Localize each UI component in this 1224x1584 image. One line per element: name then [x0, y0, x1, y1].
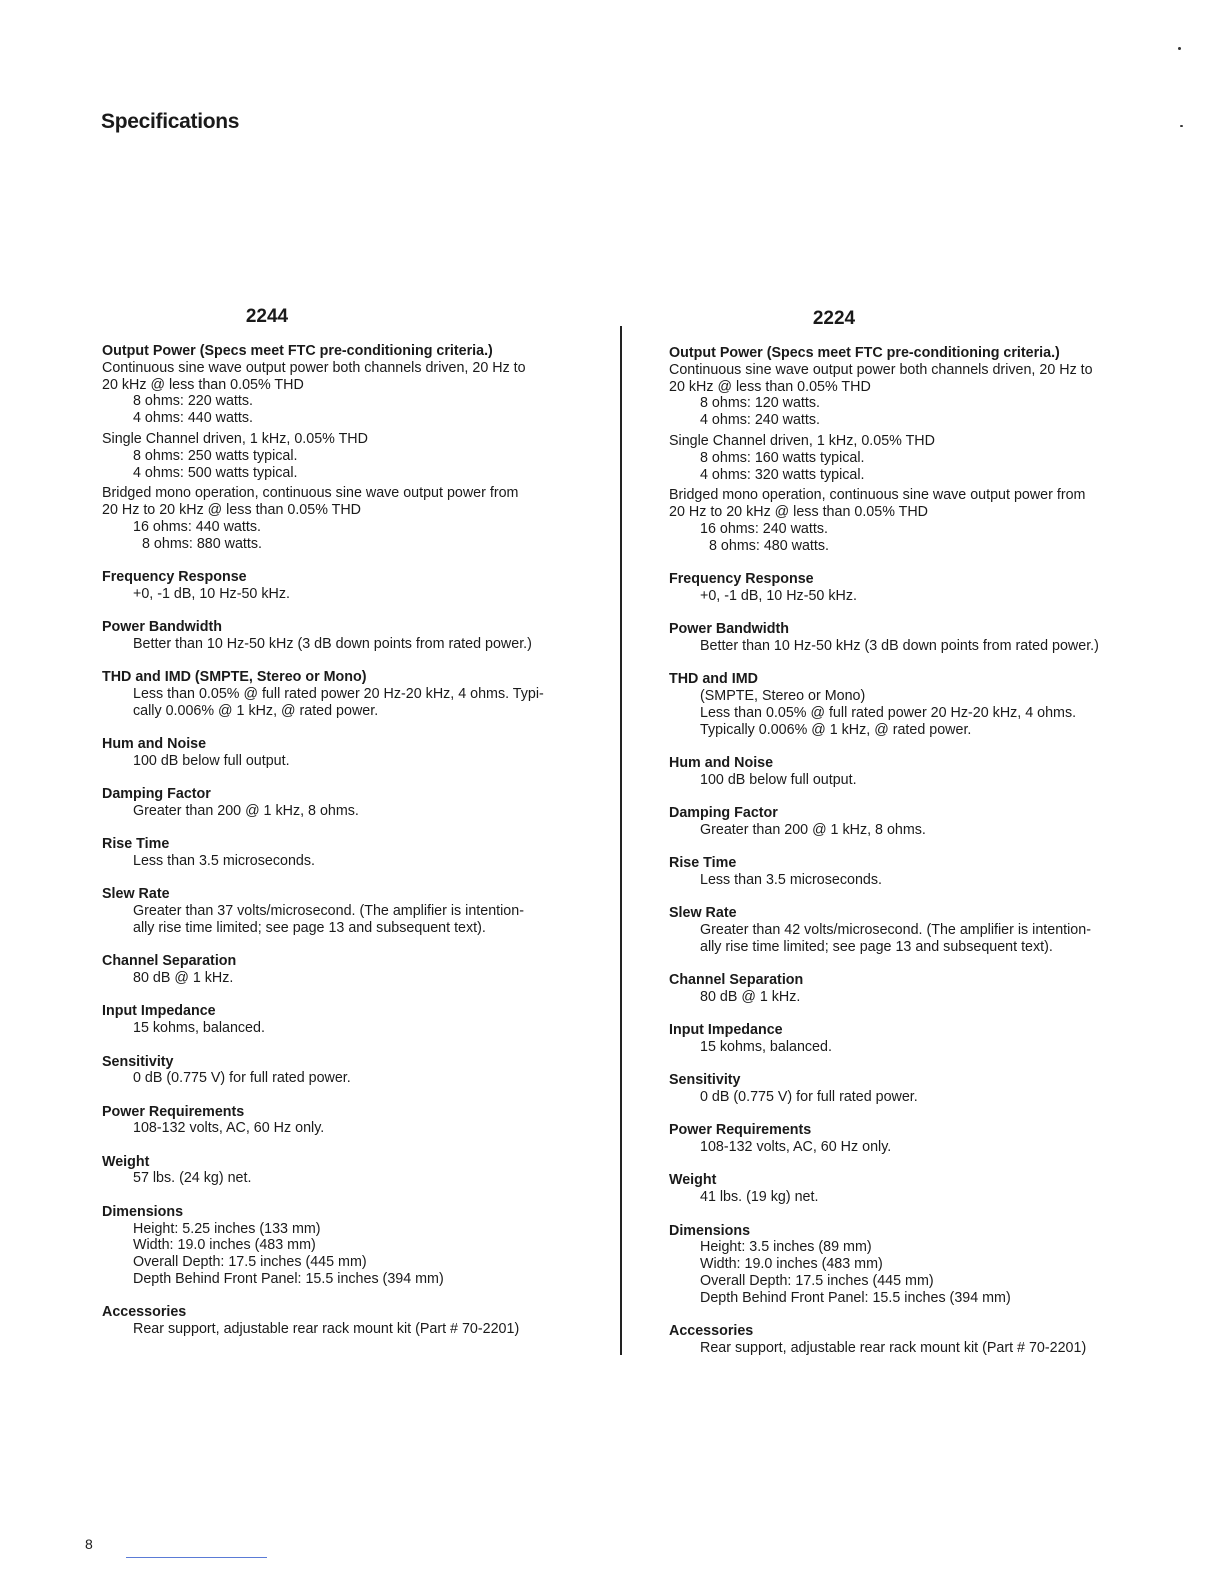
spec-section [102, 669, 602, 719]
spec-heading: Frequency Response [669, 571, 814, 588]
spec-column-2224 [669, 308, 1169, 1373]
spec-paragraph [669, 1089, 1169, 1106]
spec-list [102, 343, 602, 1338]
footer-rule [126, 1557, 267, 1558]
spec-line: +0, -1 dB, 10 Hz-50 kHz. [700, 587, 857, 604]
spec-heading: Frequency Response [102, 569, 247, 586]
spec-line: cally 0.006% @ 1 kHz, @ rated power. [133, 702, 379, 719]
page-number: 8 [85, 1536, 93, 1552]
spec-line: Single Channel driven, 1 kHz, 0.05% THD [102, 430, 368, 447]
spec-paragraph [669, 922, 1169, 956]
spec-section [669, 1072, 1169, 1106]
spec-section [102, 953, 602, 987]
spec-paragraph [669, 1039, 1169, 1056]
spec-paragraph [669, 362, 1169, 429]
spec-paragraph [102, 686, 602, 720]
spec-section [102, 1204, 602, 1288]
spec-line: Rear support, adjustable rear rack mount kit (Part # 70-2201) [133, 1321, 520, 1338]
spec-line: 57 lbs. (24 kg) net. [133, 1170, 252, 1187]
spec-paragraph [102, 853, 602, 870]
spec-paragraph [669, 588, 1169, 605]
spec-line: 8 ohms: 220 watts. [133, 393, 253, 410]
spec-section [669, 345, 1169, 555]
spec-line: Overall Depth: 17.5 inches (445 mm) [133, 1254, 367, 1271]
spec-line: Greater than 42 volts/microsecond. (The amplifier is intention- [700, 922, 1091, 939]
spec-section [102, 786, 602, 820]
spec-line: 8 ohms: 880 watts. [142, 535, 262, 552]
spec-line: Less than 0.05% @ full rated power 20 Hz-20 kHz, 4 ohms. Typi- [133, 686, 544, 703]
spec-line: 8 ohms: 250 watts typical. [133, 447, 298, 464]
spec-section [669, 621, 1169, 655]
spec-section [102, 343, 602, 553]
spec-line: Greater than 200 @ 1 kHz, 8 ohms. [133, 803, 359, 820]
spec-section [102, 569, 602, 603]
spec-line: 80 dB @ 1 kHz. [133, 970, 234, 987]
spec-list [669, 345, 1169, 1357]
spec-heading: THD and IMD [669, 671, 758, 688]
spec-heading: Accessories [102, 1304, 187, 1321]
spec-line: 15 kohms, balanced. [133, 1020, 265, 1037]
spec-heading: THD and IMD (SMPTE, Stereo or Mono) [102, 669, 367, 686]
spec-line: 8 ohms: 120 watts. [700, 395, 820, 412]
model-title: 2224 [812, 308, 856, 329]
spec-heading: Power Requirements [669, 1122, 812, 1139]
spec-line: Better than 10 Hz-50 kHz (3 dB down points from rated power.) [133, 635, 532, 652]
spec-section [669, 571, 1169, 605]
spec-line: 4 ohms: 500 watts typical. [133, 464, 298, 481]
spec-paragraph [669, 1189, 1169, 1206]
spec-heading: Hum and Noise [102, 736, 207, 753]
spec-line: Bridged mono operation, continuous sine wave output power from [669, 487, 1086, 504]
spec-paragraph [102, 636, 602, 653]
spec-section [669, 755, 1169, 789]
spec-heading: Channel Separation [669, 972, 804, 989]
spec-line: Height: 3.5 inches (89 mm) [700, 1239, 872, 1256]
spec-line: Width: 19.0 inches (483 mm) [700, 1256, 883, 1273]
spec-heading: Input Impedance [102, 1003, 216, 1020]
spec-paragraph [102, 803, 602, 820]
spec-line: Rear support, adjustable rear rack mount kit (Part # 70-2201) [700, 1339, 1087, 1356]
spec-heading: Sensitivity [669, 1072, 741, 1089]
spec-section [102, 886, 602, 936]
spec-line: 80 dB @ 1 kHz. [700, 988, 801, 1005]
spec-paragraph [669, 872, 1169, 889]
spec-line: Less than 3.5 microseconds. [133, 853, 315, 870]
spec-line: 16 ohms: 240 watts. [700, 520, 828, 537]
spec-section [669, 1022, 1169, 1056]
spec-heading: Weight [102, 1153, 150, 1170]
spec-line: 4 ohms: 440 watts. [133, 410, 253, 427]
spec-line: ally rise time limited; see page 13 and subsequent text). [700, 938, 1053, 955]
spec-line: Less than 3.5 microseconds. [700, 871, 882, 888]
spec-paragraph [102, 970, 602, 987]
spec-line: 8 ohms: 480 watts. [709, 537, 829, 554]
spec-section [669, 1122, 1169, 1156]
spec-section [102, 836, 602, 870]
spec-line: ally rise time limited; see page 13 and subsequent text). [133, 920, 486, 937]
spec-line: 100 dB below full output. [133, 752, 290, 769]
spec-line: 8 ohms: 160 watts typical. [700, 449, 865, 466]
spec-line: 0 dB (0.775 V) for full rated power. [700, 1089, 918, 1106]
spec-heading: Damping Factor [669, 805, 778, 822]
spec-paragraph [669, 688, 1169, 738]
column-divider [620, 326, 622, 1355]
spec-line: Single Channel driven, 1 kHz, 0.05% THD [669, 432, 935, 449]
spec-line: Typically 0.006% @ 1 kHz, @ rated power. [700, 721, 972, 738]
spec-paragraph [669, 1340, 1169, 1357]
spec-paragraph [102, 903, 602, 937]
spec-heading: Output Power (Specs meet FTC pre-conditioning criteria.) [669, 345, 1060, 361]
spec-paragraph [669, 822, 1169, 839]
spec-section [669, 905, 1169, 955]
spec-paragraph [669, 772, 1169, 789]
spec-section [669, 855, 1169, 889]
spec-heading: Channel Separation [102, 953, 237, 970]
scan-speck [1180, 125, 1183, 127]
spec-section [669, 972, 1169, 1006]
spec-paragraph [102, 1120, 602, 1137]
spec-heading: Dimensions [669, 1222, 751, 1239]
spec-section [669, 1172, 1169, 1206]
spec-line: Better than 10 Hz-50 kHz (3 dB down points from rated power.) [700, 637, 1099, 654]
spec-line: (SMPTE, Stereo or Mono) [700, 688, 866, 705]
spec-paragraph [102, 1221, 602, 1288]
spec-section [669, 805, 1169, 839]
spec-paragraph [102, 1070, 602, 1087]
spec-paragraph [669, 433, 1169, 483]
spec-paragraph [669, 638, 1169, 655]
spec-section [669, 671, 1169, 738]
spec-line: 41 lbs. (19 kg) net. [700, 1189, 819, 1206]
spec-line: 20 Hz to 20 kHz @ less than 0.05% THD [669, 504, 928, 521]
spec-line: Continuous sine wave output power both channels driven, 20 Hz to [669, 361, 1093, 378]
spec-heading: Sensitivity [102, 1053, 174, 1070]
spec-line: 20 kHz @ less than 0.05% THD [102, 376, 304, 393]
spec-heading: Output Power (Specs meet FTC pre-conditioning criteria.) [102, 343, 493, 359]
spec-heading: Power Requirements [102, 1103, 245, 1120]
spec-heading: Power Bandwidth [102, 619, 222, 636]
spec-heading: Slew Rate [102, 886, 170, 903]
spec-line: 15 kohms, balanced. [700, 1039, 832, 1055]
spec-paragraph [669, 1139, 1169, 1156]
spec-line: 20 Hz to 20 kHz @ less than 0.05% THD [102, 502, 361, 519]
spec-paragraph [669, 989, 1169, 1006]
spec-heading: Hum and Noise [669, 754, 774, 771]
spec-paragraph [102, 1170, 602, 1187]
spec-line: 20 kHz @ less than 0.05% THD [669, 378, 871, 395]
spec-section [102, 1003, 602, 1037]
spec-section [102, 1154, 602, 1188]
spec-paragraph [669, 487, 1169, 554]
spec-heading: Slew Rate [669, 905, 737, 922]
spec-paragraph [669, 1239, 1169, 1306]
scan-speck [1178, 47, 1181, 50]
spec-heading: Dimensions [102, 1203, 184, 1220]
spec-heading: Weight [669, 1172, 717, 1189]
spec-section [102, 736, 602, 770]
spec-column-2244 [102, 306, 602, 1354]
spec-section [102, 1054, 602, 1088]
spec-paragraph [102, 1321, 602, 1338]
spec-line: 100 dB below full output. [700, 771, 857, 788]
spec-line: Greater than 37 volts/microsecond. (The amplifier is intention- [133, 903, 524, 920]
spec-line: +0, -1 dB, 10 Hz-50 kHz. [133, 585, 290, 602]
spec-heading: Accessories [669, 1323, 754, 1340]
spec-heading: Rise Time [102, 836, 170, 853]
spec-paragraph [102, 431, 602, 481]
spec-heading: Input Impedance [669, 1022, 783, 1039]
spec-heading: Power Bandwidth [669, 621, 789, 638]
spec-section [102, 619, 602, 653]
spec-line: Greater than 200 @ 1 kHz, 8 ohms. [700, 821, 926, 838]
spec-line: Overall Depth: 17.5 inches (445 mm) [700, 1272, 934, 1289]
spec-line: Depth Behind Front Panel: 15.5 inches (394 mm) [700, 1289, 1011, 1306]
spec-section [102, 1104, 602, 1138]
spec-line: Bridged mono operation, continuous sine wave output power from [102, 485, 519, 502]
spec-heading: Damping Factor [102, 786, 211, 803]
page-title: Specifications [101, 110, 240, 133]
spec-line: 16 ohms: 440 watts. [133, 518, 261, 535]
spec-line: Height: 5.25 inches (133 mm) [133, 1220, 321, 1237]
spec-paragraph [102, 1020, 602, 1037]
spec-line: Depth Behind Front Panel: 15.5 inches (394 mm) [133, 1270, 444, 1287]
spec-line: 0 dB (0.775 V) for full rated power. [133, 1070, 351, 1087]
spec-paragraph [102, 586, 602, 603]
spec-heading: Rise Time [669, 855, 737, 872]
spec-line: 108-132 volts, AC, 60 Hz only. [133, 1120, 325, 1137]
spec-line: Width: 19.0 inches (483 mm) [133, 1237, 316, 1254]
spec-section [102, 1304, 602, 1338]
spec-line: 4 ohms: 320 watts typical. [700, 466, 865, 483]
spec-line: 108-132 volts, AC, 60 Hz only. [700, 1139, 892, 1156]
spec-line: Less than 0.05% @ full rated power 20 Hz-20 kHz, 4 ohms. [700, 704, 1077, 721]
spec-line: 4 ohms: 240 watts. [700, 412, 820, 429]
spec-paragraph [102, 360, 602, 427]
spec-paragraph [102, 753, 602, 770]
model-title: 2244 [245, 306, 289, 327]
spec-section [669, 1323, 1169, 1357]
spec-paragraph [102, 485, 602, 552]
spec-section [669, 1223, 1169, 1307]
spec-line: Continuous sine wave output power both channels driven, 20 Hz to [102, 359, 526, 376]
